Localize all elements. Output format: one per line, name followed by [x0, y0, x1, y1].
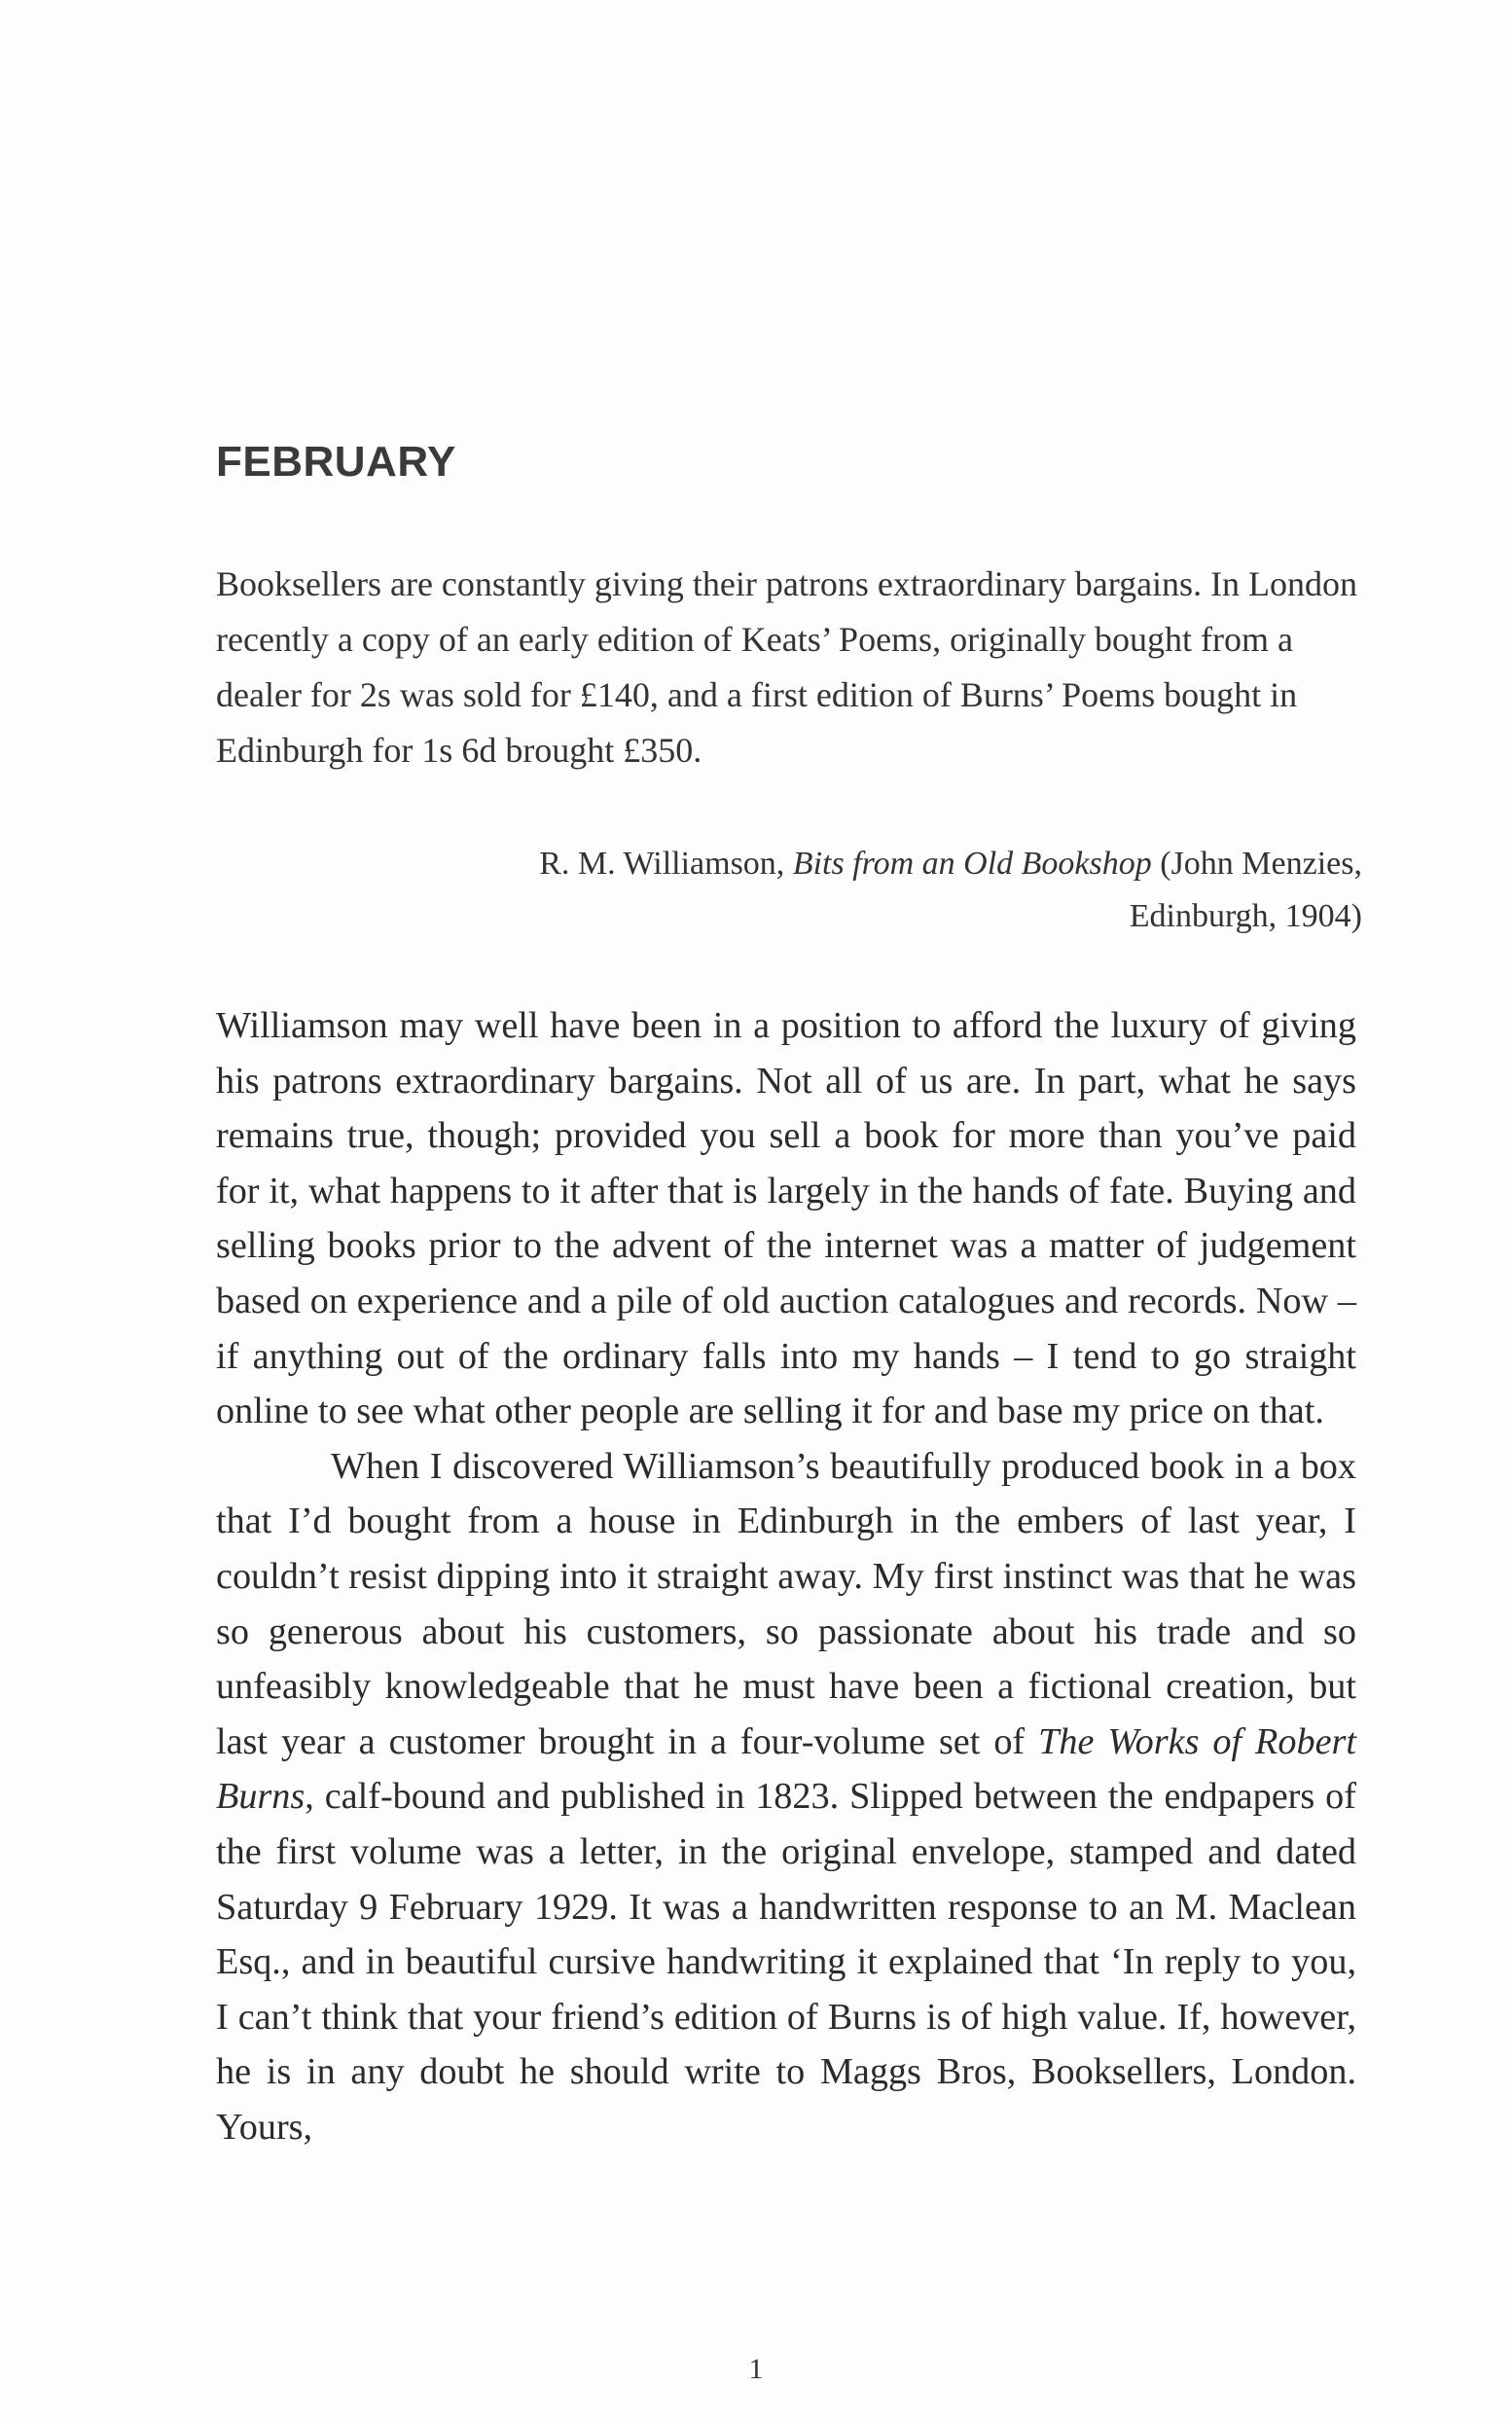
epigraph-attribution: [216, 838, 1362, 943]
attribution-book-title: Bits from an Old Bookshop: [792, 846, 1152, 882]
attribution-place-year: Edinburgh, 1904): [1129, 898, 1362, 934]
chapter-title: FEBRUARY: [216, 438, 456, 486]
paragraph-2-book-title: The Works of Robert Burns: [216, 1720, 1356, 1818]
body-paragraph-2: [216, 1439, 1356, 2155]
paragraph-2-end: , calf-bound and published in 1823. Slipped between the endpapers of the first volume was a letter, in the original envelope, stamped and dated Saturday 9 February 1929. It was a handwritten response to an M. Maclean Esq., and in beautiful cursive handwriting it explained that ‘In reply to you, I can’t think that your friend’s edition of Burns is of high value. If, however, he is in any doubt he should write to Maggs Bros, Booksellers, London. Yours,: [216, 1776, 1356, 2148]
page-number: 1: [748, 2353, 764, 2385]
body-text: [216, 998, 1356, 2154]
body-paragraph-1: Williamson may well have been in a position to afford the luxury of giving his patrons extraordinary bargains. Not all of us are. In part, what he says remains true, though; provided you sell a book for more than you’ve paid for it, what happens to it after that is largely in the hands of fate. Buying and selling books prior to the advent of the internet was a matter of judgement based on experience and a pile of old auction catalogues and records. Now – if anything out of the ordinary falls into my hands – I tend to go straight online to see what other people are selling it for and base my price on that.: [216, 1005, 1356, 1432]
paragraph-2-start: When I discovered Williamson’s beautifully produced book in a box that I’d bought from a house in Edinburgh in the embers of last year, I couldn’t resist dipping into it straight away. My first instinct was that he was so generous about his customers, so passionate about his trade and so unfeasibly knowledgeable that he must have been a fictional creation, but last year a customer brought in a four-volume set of: [216, 1445, 1356, 1762]
attribution-author: R. M. Williamson,: [539, 846, 785, 882]
attribution-publisher: (John Menzies,: [1160, 846, 1362, 882]
epigraph-quote: [216, 557, 1362, 778]
epigraph-text: Booksellers are constantly giving their patrons extraordinary bargains. In London recently a copy of an early edition of Keats’ Poems, originally bought from a dealer for 2s was sold for £140, and a first edition of Burns’ Poems bought in Edinburgh for 1s 6d brought £350.: [216, 564, 1358, 770]
